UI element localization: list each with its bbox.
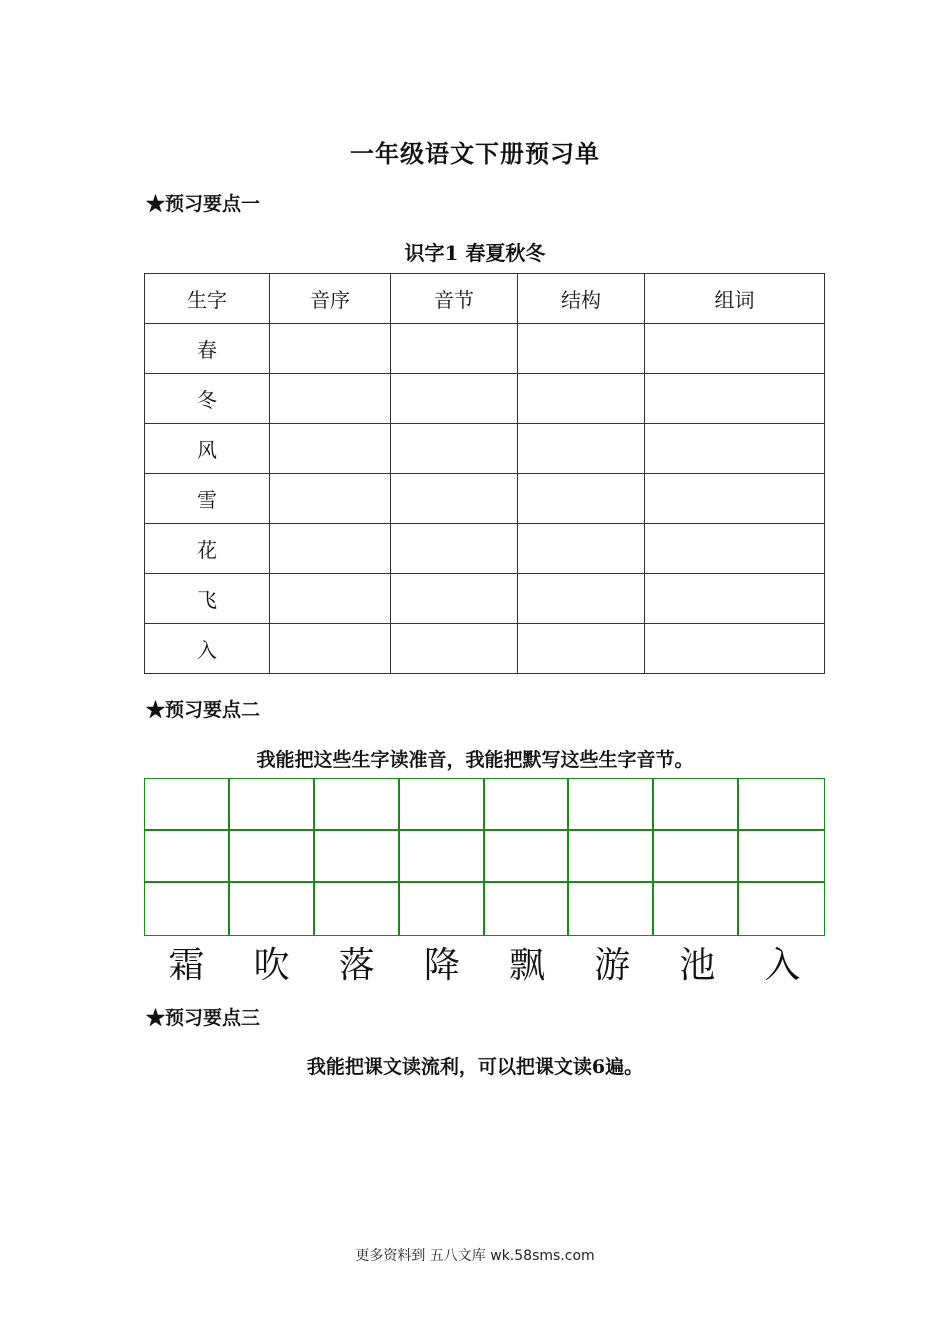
writing-grid-cell[interactable] — [739, 831, 824, 883]
writing-grid-cell[interactable] — [145, 883, 230, 935]
writing-grid-cell[interactable] — [230, 831, 315, 883]
practice-character: 落 — [338, 945, 375, 986]
writing-grid-cell[interactable] — [400, 883, 485, 935]
footer-text: 更多资料到 五八文库 wk.58sms.com — [355, 1248, 595, 1264]
lesson-title: 识字1 春夏秋冬 — [404, 241, 546, 265]
table-character-cell: 雪 — [145, 474, 270, 524]
table-character-cell: 入 — [145, 624, 270, 674]
table-blank-cell[interactable] — [518, 524, 645, 574]
table-blank-cell[interactable] — [270, 524, 391, 574]
table-blank-cell[interactable] — [645, 624, 825, 674]
table-row — [145, 324, 825, 374]
writing-grid-cell[interactable] — [569, 779, 654, 831]
table-header-cell: 生字 — [145, 274, 270, 324]
table-header-cell: 音序 — [270, 274, 391, 324]
practice-character: 吹 — [253, 945, 290, 986]
table-blank-cell[interactable] — [270, 624, 391, 674]
table-row — [145, 374, 825, 424]
table-blank-cell[interactable] — [645, 474, 825, 524]
writing-grid-cell[interactable] — [230, 883, 315, 935]
table-character-cell: 飞 — [145, 574, 270, 624]
table-blank-cell[interactable] — [518, 324, 645, 374]
table-blank-cell[interactable] — [518, 474, 645, 524]
table-header-cell: 结构 — [518, 274, 645, 324]
table-blank-cell[interactable] — [391, 424, 518, 474]
table-blank-cell[interactable] — [645, 324, 825, 374]
table-character-cell: 春 — [145, 324, 270, 374]
writing-grid-cell[interactable] — [230, 779, 315, 831]
table-blank-cell[interactable] — [391, 524, 518, 574]
table-blank-cell[interactable] — [645, 574, 825, 624]
table-blank-cell[interactable] — [518, 424, 645, 474]
writing-grid-cell[interactable] — [485, 831, 570, 883]
table-blank-cell[interactable] — [391, 374, 518, 424]
table-blank-cell[interactable] — [270, 374, 391, 424]
writing-grid-cell[interactable] — [145, 831, 230, 883]
writing-grid-cell[interactable] — [400, 779, 485, 831]
writing-grid-cell[interactable] — [654, 831, 739, 883]
table-blank-cell[interactable] — [391, 574, 518, 624]
page-title: 一年级语文下册预习单 — [350, 139, 600, 168]
table-row — [145, 574, 825, 624]
table-blank-cell[interactable] — [270, 474, 391, 524]
table-header-cell: 组词 — [645, 274, 825, 324]
writing-grid-cell[interactable] — [569, 831, 654, 883]
section-heading-1: ★预习要点一 — [146, 193, 261, 215]
practice-character: 降 — [423, 945, 460, 986]
section-heading-2: ★预习要点二 — [146, 699, 261, 721]
table-blank-cell[interactable] — [391, 624, 518, 674]
writing-grid-cell[interactable] — [315, 831, 400, 883]
table-character-cell: 风 — [145, 424, 270, 474]
writing-grid-cell[interactable] — [485, 883, 570, 935]
table-blank-cell[interactable] — [645, 424, 825, 474]
table-blank-cell[interactable] — [645, 524, 825, 574]
table-blank-cell[interactable] — [645, 374, 825, 424]
table-header-row — [145, 274, 825, 324]
table-row — [145, 424, 825, 474]
table-blank-cell[interactable] — [518, 374, 645, 424]
table-blank-cell[interactable] — [270, 574, 391, 624]
writing-grid-cell[interactable] — [315, 779, 400, 831]
table-character-cell: 花 — [145, 524, 270, 574]
writing-grid-cell[interactable] — [654, 779, 739, 831]
practice-character: 池 — [679, 945, 716, 986]
table-header-cell: 音节 — [391, 274, 518, 324]
table-row — [145, 624, 825, 674]
table-row — [145, 474, 825, 524]
table-blank-cell[interactable] — [518, 574, 645, 624]
writing-grid-cell[interactable] — [739, 883, 824, 935]
writing-grid — [144, 778, 825, 936]
character-row — [144, 940, 825, 992]
instruction-3: 我能把课文读流利，可以把课文读6遍。 — [306, 1056, 644, 1078]
writing-grid-cell[interactable] — [400, 831, 485, 883]
table-blank-cell[interactable] — [270, 324, 391, 374]
instruction-2: 我能把这些生字读准音，我能把默写这些生字音节。 — [256, 749, 694, 771]
writing-grid-cell[interactable] — [569, 883, 654, 935]
writing-grid-cell[interactable] — [145, 779, 230, 831]
character-table — [144, 273, 825, 674]
practice-character: 游 — [594, 945, 631, 986]
table-character-cell: 冬 — [145, 374, 270, 424]
table-blank-cell[interactable] — [391, 324, 518, 374]
table-blank-cell[interactable] — [391, 474, 518, 524]
writing-grid-cell[interactable] — [654, 883, 739, 935]
practice-character: 霜 — [168, 945, 205, 986]
writing-grid-cell[interactable] — [315, 883, 400, 935]
practice-character: 飘 — [509, 945, 546, 986]
writing-grid-cell[interactable] — [739, 779, 824, 831]
writing-grid-cell[interactable] — [485, 779, 570, 831]
practice-character: 入 — [764, 945, 801, 986]
table-blank-cell[interactable] — [518, 624, 645, 674]
table-row — [145, 524, 825, 574]
section-heading-3: ★预习要点三 — [146, 1007, 261, 1029]
table-blank-cell[interactable] — [270, 424, 391, 474]
